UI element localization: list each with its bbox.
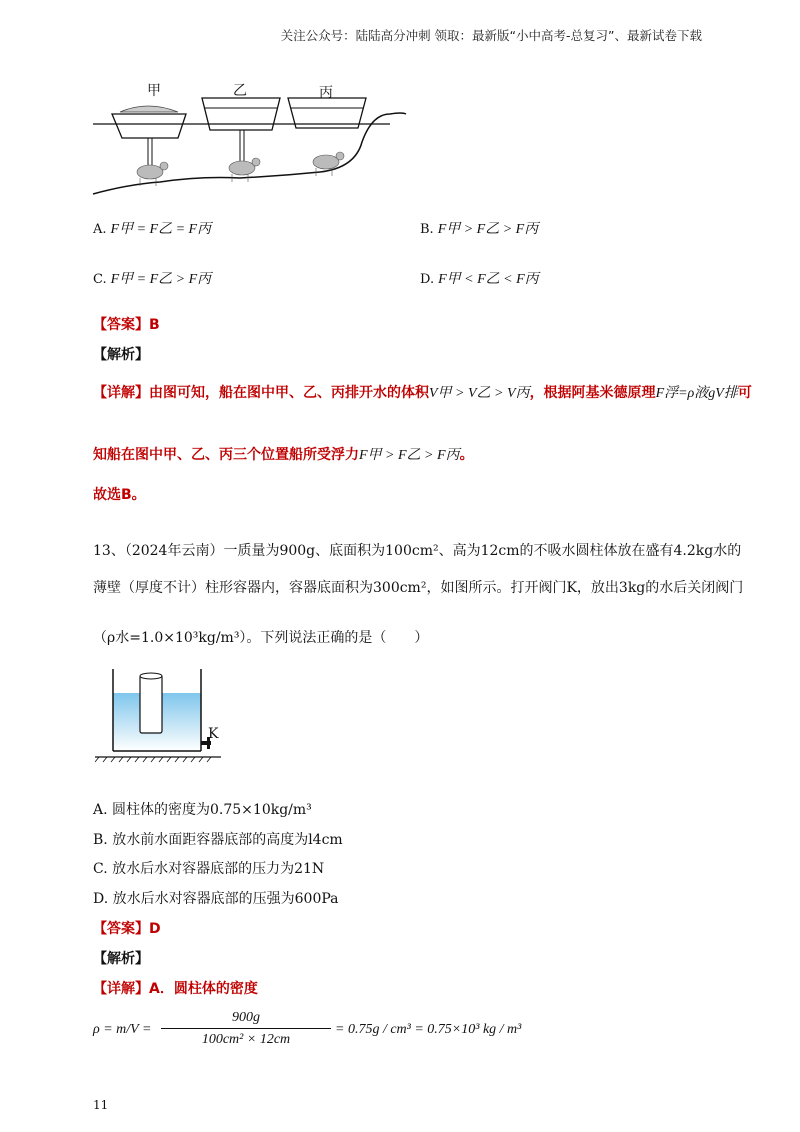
analysis-title-12: 【解析】 [93, 347, 149, 363]
q13-option-a: A. 圆柱体的密度为0.75×10kg/m³ [93, 802, 312, 818]
q13-option-c: C. 放水后水对容器底部的压力为21N [93, 861, 325, 877]
formula-denominator: 100cm² × 12cm [201, 1032, 291, 1047]
boat-jia [112, 106, 186, 166]
boat-yi [202, 98, 280, 166]
label-bing: 丙 [319, 85, 333, 101]
label-jia: 甲 [147, 83, 161, 99]
page-header: 关注公众号：陆陆高分冲刺 领取：最新版“小中高考-总复习”、最新试卷下载 [280, 28, 702, 43]
boats-figure [90, 72, 420, 202]
q13-option-d: D. 放水后水对容器底部的压强为600Pa [93, 891, 339, 907]
conclusion-12: 故选B。 [93, 487, 146, 503]
analysis-title-13: 【解析】 [93, 951, 149, 967]
detail-13: 【详解】A．圆柱体的密度 [93, 981, 258, 997]
option-b: B. F甲 > F乙 > F丙 [420, 222, 539, 237]
q13-line1: 13、（2024年云南）一质量为900g、底面积为100cm²、高为12cm的不吸水圆柱体放在盛有4.2kg水的 [93, 543, 742, 559]
container-figure [95, 665, 225, 770]
label-yi: 乙 [233, 83, 247, 99]
page-number: 11 [93, 1098, 109, 1112]
formula-numerator: 900g [161, 1010, 331, 1029]
option-a: A. F甲 = F乙 = F丙 [93, 222, 212, 237]
answer-12: 【答案】B [93, 317, 160, 333]
q13-option-b: B. 放水前水面距容器底部的高度为l4cm [93, 832, 343, 848]
option-c: C. F甲 = F乙 > F丙 [93, 272, 212, 287]
detail-12-line2: 知船在图中甲、乙、丙三个位置船所受浮力F甲 > F乙 > F丙。 [93, 447, 474, 463]
q13-line2: 薄壁（厚度不计）柱形容器内，容器底面积为300cm²，如图所示。打开阀门K，放出3kg的水后关闭阀门 [93, 580, 744, 596]
answer-13: 【答案】D [93, 921, 161, 937]
q13-line3: （ρ水=1.0×10³kg/m³）。下列说法正确的是（ ） [93, 630, 429, 646]
detail-12-line1: 【详解】由图可知，船在图中甲、乙、丙排开水的体积V甲 > V乙 > V丙，根据阿基米德原理F浮=ρ液gV排可 [93, 385, 752, 401]
option-d: D. F甲 < F乙 < F丙 [420, 272, 539, 287]
valve-label: K [208, 726, 219, 742]
